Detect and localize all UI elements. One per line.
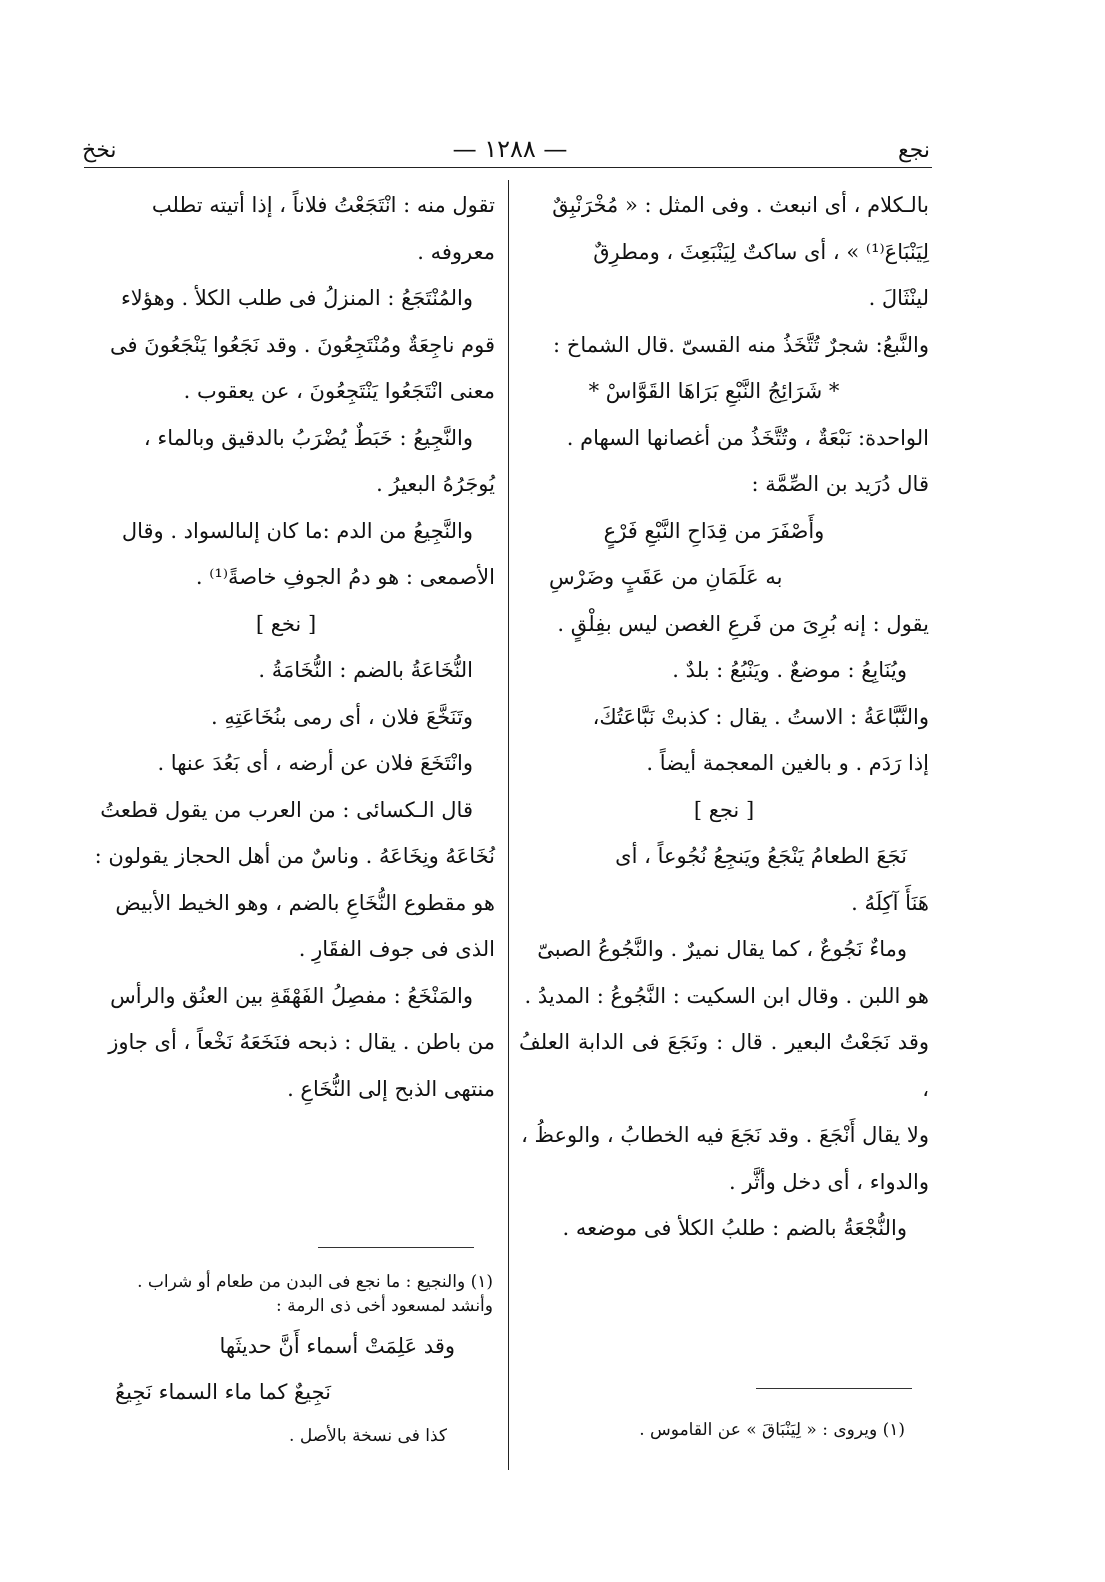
text-line: الأصمعى : هو دمُ الجوفِ خاصةً⁽¹⁾ . <box>195 565 495 589</box>
text-line: يُوجَرُهُ البعيرُ . <box>376 472 495 496</box>
text-line: تقول منه : انْتَجَعْتُ فلاناً ، إذا أتيته تطلب <box>151 193 495 217</box>
text-line: وقد نَجَعْتُ البعير . قال : ونَجَعَ فى الدابة العلفُ ، <box>519 1030 929 1101</box>
left-column <box>77 182 495 1112</box>
text-line: بالـكلام ، أى انبعث . وفى المثل : « مُخْرَنْبِقٌ <box>552 193 929 217</box>
text-line: قال دُرَيد بن الصِّمَّة : <box>751 472 929 496</box>
text-line: نُخَاعَهُ ونِخَاعَهُ . وناسٌ من أهل الحجاز يقولون : <box>94 844 495 868</box>
text-line: الذى فى جوف الفقَارِ . <box>298 937 495 961</box>
text-line: معنى انْتَجَعُوا يَنْتَجِعُونَ ، عن يعقوب . <box>183 379 495 403</box>
text-line: والمُنْتَجَعُ : المنزلُ فى طلب الكلأ . وهؤلاء <box>120 286 473 310</box>
verse-line: * شَرَائِجُ النَّبْعِ بَرَاهَا القَوَّاسْ * <box>588 379 840 403</box>
footnote-left-line-3: كذا فى نسخة بالأصل . <box>289 1426 447 1446</box>
footnote-rule-right <box>756 1388 912 1389</box>
verse-line: وأَصْفَرَ من قِدَاحِ النَّبْعِ فَرْعٍ <box>603 518 825 543</box>
header-root-word-right: نجع <box>897 138 930 163</box>
verse-line: به عَلَمَانِ من عَقَبٍ وضَرْسِ <box>549 565 783 589</box>
text-line: وتَنَخَّعَ فلان ، أى رمى بنُخَاعَتِهِ . <box>211 704 473 729</box>
text-line: وانْتَخَعَ فلان عن أرضه ، أى بَعُدَ عنها . <box>157 751 473 775</box>
text-line: ولا يقال أَنْجَعَ . وقد نَجَعَ فيه الخطابُ ، والوعظُ ، <box>521 1123 929 1147</box>
text-line: والنَّجِيعُ من الدم :ما كان إلىالسواد . وقال <box>121 518 473 543</box>
text-line: إذا رَدَم . و بالغين المعجمة أيضاً . <box>646 751 929 775</box>
text-line: هَنَأَ آكِلَهُ . <box>851 890 929 915</box>
right-column <box>519 182 929 1252</box>
footnote-left-line-2: وأنشد لمسعود أخى ذى الرمة : <box>275 1296 493 1316</box>
text-line: يقول : إنه بُرِىَ من فَرعِ الغصن ليس بفِلْقٍ . <box>557 611 929 636</box>
footnote-right: (١) ويروى : « لِيَنْبَاقَ » عن القاموس . <box>639 1420 905 1440</box>
text-line: لِيَنْبَاعَ⁽¹⁾ » ، أى ساكتٌ لِيَنْبَعِثَ ، ومطرِقٌ <box>593 239 929 264</box>
entry-heading: [ نخع ] <box>255 611 317 636</box>
text-line: نَجَعَ الطعامُ يَنْجَعُ ويَنجِعُ نُجُوعاً ، أى <box>615 844 907 868</box>
text-line: منتهى الذبح إلى النُّخَاعِ . <box>287 1076 495 1101</box>
text-line: والنَّبَّاعَةُ : الاستُ . يقال : كذبتْ نَبَّاعَتُكَ، <box>592 704 929 729</box>
text-line: معروفه . <box>417 239 495 264</box>
text-line: والدواء ، أى دخل وأثَّر . <box>729 1169 929 1194</box>
header-root-word-left: نخخ <box>82 138 117 163</box>
text-line: قال الـكسائى : من العرب من يقول قطعتُ <box>100 797 473 822</box>
text-line: ويُنَابِعُ : موضعٌ . ويَنْبُعُ : بلدٌ . <box>672 658 907 682</box>
footnote-verse-2: نَجِيعٌ كما ماء السماء نَجِيعُ <box>115 1380 331 1404</box>
footnote-left-line-1: (١) والنجيع : ما نجع فى البدن من طعام أو شراب . <box>137 1272 493 1292</box>
text-line: والمَنْخَعُ : مفصِلُ الفَهْقَةِ بين العنُق والرأس <box>110 983 473 1008</box>
text-line: والنَّبعُ: شجرٌ تُتَّخَذُ منه القسىّ .قال الشماخ : <box>553 332 929 357</box>
text-line: النُّخَاعَةُ بالضم : النُّخَامَةُ . <box>258 658 473 682</box>
text-line: والنَّجِيعُ : خَبَطٌ يُضْرَبُ بالدقيق وبالماء ، <box>143 425 473 450</box>
column-divider <box>508 180 509 1470</box>
text-line: هو اللبن . وقال ابن السكيت : النَّجُوعُ : المديدُ . <box>524 983 929 1008</box>
footnote-rule-left <box>318 1247 474 1248</box>
text-line: الواحدة: نَبْعَةٌ ، وتُتَّخَذُ من أغصانها السهام . <box>566 425 929 450</box>
header-rule <box>84 167 932 168</box>
text-line: هو مقطوع النُّخَاعِ بالضم ، وهو الخيط الأبيض <box>115 890 495 915</box>
page-number: — ١٢٨٨ — <box>452 135 568 163</box>
text-line: من باطن . يقال : ذبحه فنَخَعَهُ نَخْعاً ، أى جاوز <box>108 1030 495 1054</box>
text-line: وماءٌ نَجُوعٌ ، كما يقال نميرٌ . والنَّجُوعُ الصبىّ <box>537 937 907 961</box>
entry-heading: [ نجع ] <box>693 797 755 822</box>
text-line: لينْثَالَ . <box>868 286 929 310</box>
footnote-verse-1: وقد عَلِمَتْ أسماء أَنَّ حديثَها <box>219 1334 455 1358</box>
text-line: قوم ناجِعَةٌ ومُنْتَجِعُونَ . وقد نَجَعُوا يَنْجَعُونَ فى <box>109 332 495 357</box>
text-line: والنُّجْعَةُ بالضم : طلبُ الكلأ فى موضعه . <box>562 1216 907 1240</box>
